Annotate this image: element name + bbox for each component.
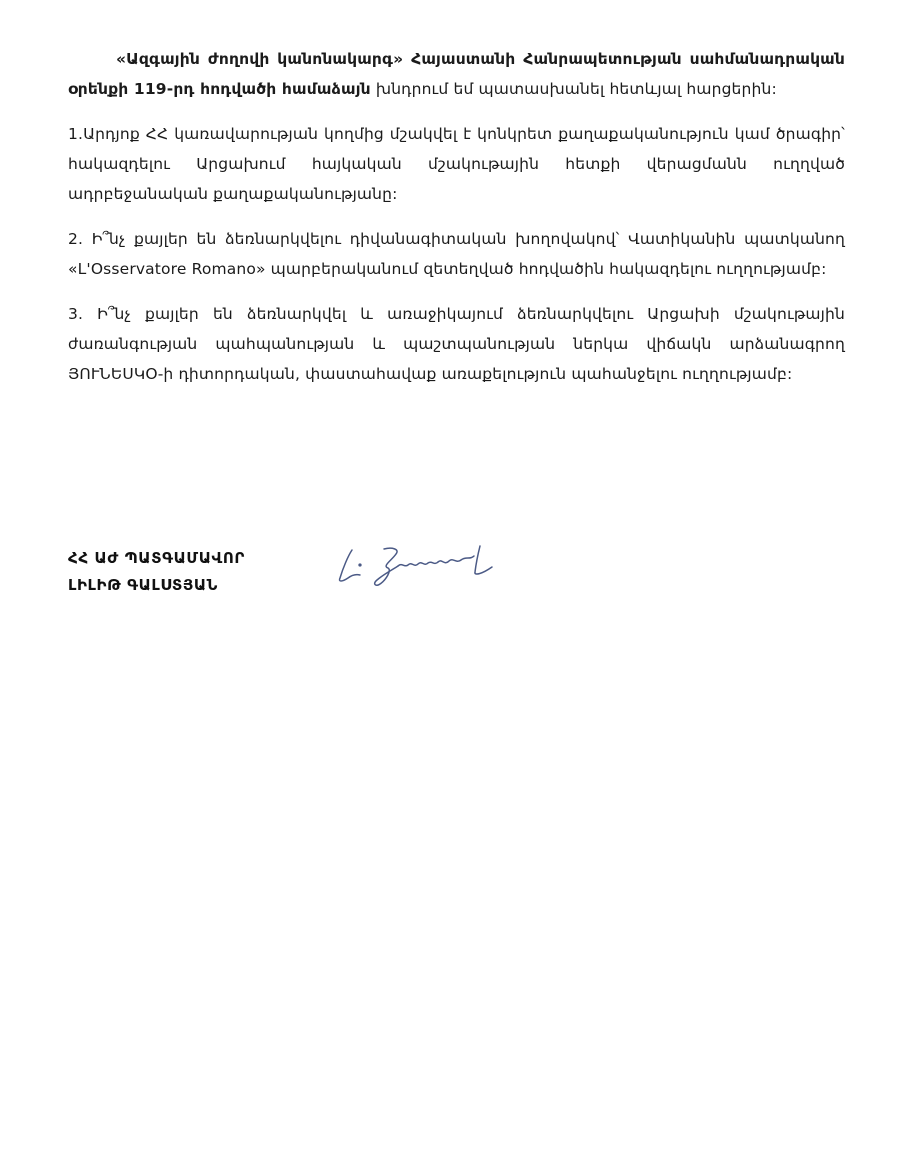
intro-request-text: խնդրում եմ պատասխանել հետևյալ հարցերին: [370, 80, 777, 98]
signatory-title: ՀՀ ԱԺ ՊԱՏԳԱՄԱՎՈՐ [68, 549, 245, 567]
intro-legal-basis: «Ազգային ժողովի կանոնակարգ» Հայաստանի Հանրապետության սահմանադրական օրենքի 119-րդ հոդվածի համաձայն [68, 50, 845, 98]
question-1: 1.Արդյոք ՀՀ կառավարության կողմից մշակվել է կոնկրետ քաղաքականություն կամ ծրագիր՝ հակազդելու Արցախում հայկական մշակութային հետքի վերացմանն ուղղված ադրբեջանական քաղաքականությանը: [68, 125, 845, 203]
handwritten-signature [332, 540, 507, 590]
signatory-name: ԼԻԼԻԹ ԳԱԼՍՏՅԱՆ [68, 576, 218, 594]
signatory-block [68, 545, 245, 599]
document-body [68, 44, 845, 389]
question-3: 3. Ի՞նչ քայլեր են ձեռնարկվել և առաջիկայում ձեռնարկվելու Արցախի մշակութային ժառանգության պահպանության և պաշտպանության ներկա վիճակն արձանագրող ՅՈՒՆԵՍԿՕ-ի դիտորդական, փաստահավաք առաքելություն պահանջելու ուղղությամբ: [68, 305, 845, 383]
intro-paragraph [68, 44, 845, 104]
question-2: 2. Ի՞նչ քայլեր են ձեռնարկվելու դիվանագիտական խողովակով՝ Վատիկանին պատկանող «L'Osservatore Romano» պարբերականում զետեղված հոդվածին հակազդելու ուղղությամբ: [68, 230, 845, 278]
